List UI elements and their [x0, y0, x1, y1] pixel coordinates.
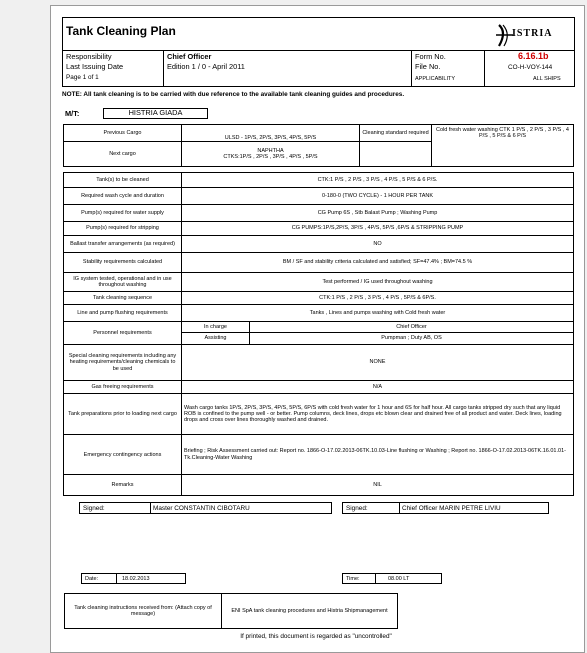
logo-text: ISTRIA — [512, 28, 553, 39]
plan-table — [63, 172, 574, 496]
table-row — [64, 292, 574, 305]
emergency-value: Briefing ; Risk Assessment carried out: Report no. 1866-O-17.02.2013-06TK.10.03-Line flushing or Washing ; Report no. 1866-O-17.02.2013-06TK.16.01.01-Tk.Cleaning-Water Washing — [182, 435, 574, 475]
in-charge-value: Chief Officer — [250, 321, 574, 332]
instructions-value: ENI SpA tank cleaning procedures and Histria Shipmanagement — [222, 594, 398, 629]
table-row — [64, 304, 574, 321]
next-cargo-value-line1: NAPHTHA — [257, 147, 284, 154]
signed-section — [79, 502, 549, 516]
header-divider — [63, 50, 574, 51]
vessel-name: HISTRIA GIADA — [103, 108, 208, 119]
assisting-value: Pumpman ; Duty AB, OS — [250, 333, 574, 344]
applicability-label: APPLICABILITY — [415, 76, 456, 82]
file-no-label: File No. — [415, 62, 441, 71]
vessel-label: M/T: — [65, 109, 80, 118]
row-label: Ballast transfer arrangements (as required) — [64, 235, 182, 252]
document-page — [50, 5, 585, 653]
header-vline-3 — [484, 50, 485, 86]
row-value: CG Pump 6S , Stb Balast Pump ; Washing Pump — [182, 205, 574, 222]
row-value: NONE — [182, 344, 574, 381]
last-issuing-value: Edition 1 / 0 - April 2011 — [167, 62, 245, 71]
row-label: Pump(s) required for water supply — [64, 205, 182, 222]
instructions-table — [64, 593, 398, 629]
signed-value-2: Chief Officer MARIN PETRE LIVIU — [399, 502, 549, 514]
row-value: CTK:1 P/S , 2 P/S , 3 P/S , 4 P/S , 5 P/S & 6 P/S. — [182, 173, 574, 188]
applicability-value: ALL SHIPS — [533, 76, 561, 82]
previous-cargo-label: Previous Cargo — [64, 125, 182, 142]
form-no-value: 6.16.1b — [518, 51, 549, 61]
row-value: BM / SF and stability criteria calculated and satisfied; SF=47.4% ; BM=74.5 % — [182, 253, 574, 272]
tank-prep-value: Wash cargo tanks 1P/S, 2P/S, 3P/S, 4P/S, 5P/S, 6P/S with cold fresh water for 1 hour and 6S for half hour. All cargo tanks stripped dry such that any liquid ROB is confined to the pump well - or better. Pump columns, deck lines, drops etc blown clear and drained free of all product and water. Deck lines, loading drops and cross over lines thoroughly washed and drained. — [182, 393, 574, 434]
instructions-label: Tank cleaning instructions received from: (Attach copy of message) — [65, 594, 222, 629]
personnel-label: Personnel requirements — [64, 321, 182, 344]
next-cargo-label: Next cargo — [64, 142, 182, 167]
in-charge-label: In charge — [182, 321, 250, 332]
tank-prep-label: Tank preparations prior to loading next cargo — [64, 393, 182, 434]
footer-note: If printed, this document is regarded as "uncontrolled" — [240, 633, 392, 640]
time-value: 08.00 LT — [375, 573, 442, 584]
page-title: Tank Cleaning Plan — [66, 24, 176, 38]
row-value: Test performed / IG used throughout washing — [182, 272, 574, 291]
cargo-spacer-cell — [360, 142, 432, 167]
table-row — [64, 205, 574, 222]
histria-logo — [493, 22, 573, 48]
row-label: Tank(s) to be cleaned — [64, 173, 182, 188]
row-value: N/A — [182, 381, 574, 394]
form-no-label: Form No. — [415, 52, 446, 61]
table-row — [64, 344, 574, 381]
row-value: CG PUMPS:1P/S,2P/S, 3P/S , 4P/S, 5P/S ,6P/S & STRIPPING PUMP — [182, 222, 574, 236]
emergency-label: Emergency contingency actions — [64, 435, 182, 475]
next-cargo-value — [182, 142, 360, 167]
row-label: Pump(s) required for stripping — [64, 222, 182, 236]
table-row — [64, 222, 574, 236]
previous-cargo-value: ULSD - 1P/S, 2P/S, 3P/S, 4P/S, 5P/S — [182, 125, 360, 142]
signed-value-1: Master CONSTANTIN CIBOTARU — [150, 502, 332, 514]
table-row — [64, 187, 574, 204]
table-row — [64, 253, 574, 272]
next-cargo-value-line2: CTKS:1P/S , 2P/S , 3P/S , 4P/S , 5P/S — [223, 154, 318, 160]
row-value: NO — [182, 235, 574, 252]
header-vline-2 — [411, 50, 412, 86]
row-label: Gas freeing requirements — [64, 381, 182, 394]
row-value: Tanks , Lines and pumps washing with Cold fresh water — [182, 304, 574, 321]
remarks-label: Remarks — [64, 475, 182, 496]
row-value: 0-180-0 (TWO CYCLE) - 1 HOUR PER TANK — [182, 187, 574, 204]
assisting-label: Assisting — [182, 333, 250, 344]
signed-label-2: Signed: — [342, 502, 400, 514]
table-row — [64, 235, 574, 252]
row-label: Special cleaning requirements including any heating requirements/cleaning chemicals to be used — [64, 344, 182, 381]
file-no-value: CO-H-VOY-144 — [508, 64, 553, 71]
signed-label-1: Signed: — [79, 502, 151, 514]
row-label: Stability requirements calculated — [64, 253, 182, 272]
row-label: Required wash cycle and duration — [64, 187, 182, 204]
table-row — [64, 173, 574, 188]
note-text: NOTE: All tank cleaning is to be carried with due reference to the available tank cleaning guides and procedures. — [62, 91, 405, 98]
header-vline-1 — [163, 50, 164, 86]
date-value: 18.02.2013 — [116, 573, 186, 584]
personnel-row — [64, 321, 574, 332]
table-row — [64, 381, 574, 394]
row-value: CTK:1 P/S , 2 P/S , 3 P/S , 4 P/S , 5P/S & 6P/S. — [182, 292, 574, 305]
last-issuing-label: Last Issuing Date — [66, 62, 124, 71]
table-row — [64, 435, 574, 475]
cargo-table — [63, 124, 574, 166]
remarks-value: NIL — [182, 475, 574, 496]
row-label: Tank cleaning sequence — [64, 292, 182, 305]
date-label: Date: — [81, 573, 117, 584]
header-box — [62, 17, 575, 87]
table-row — [64, 272, 574, 291]
time-label: Time: — [342, 573, 376, 584]
page-number: Page 1 of 1 — [66, 74, 99, 81]
table-row — [64, 393, 574, 434]
row-label: IG system tested, operational and in use throughout washing — [64, 272, 182, 291]
cleaning-standard-label: Cleaning standard required — [360, 125, 432, 142]
table-row — [64, 475, 574, 496]
responsibility-label: Responsibility — [66, 52, 112, 61]
row-label: Line and pump flushing requirements — [64, 304, 182, 321]
responsibility-value: Chief Officer — [167, 52, 212, 61]
cleaning-standard-value: Cold fresh water washing CTK 1 P/S , 2 P/S , 3 P/S , 4 P/S , 5 P/S & 6 P/S — [432, 125, 574, 167]
